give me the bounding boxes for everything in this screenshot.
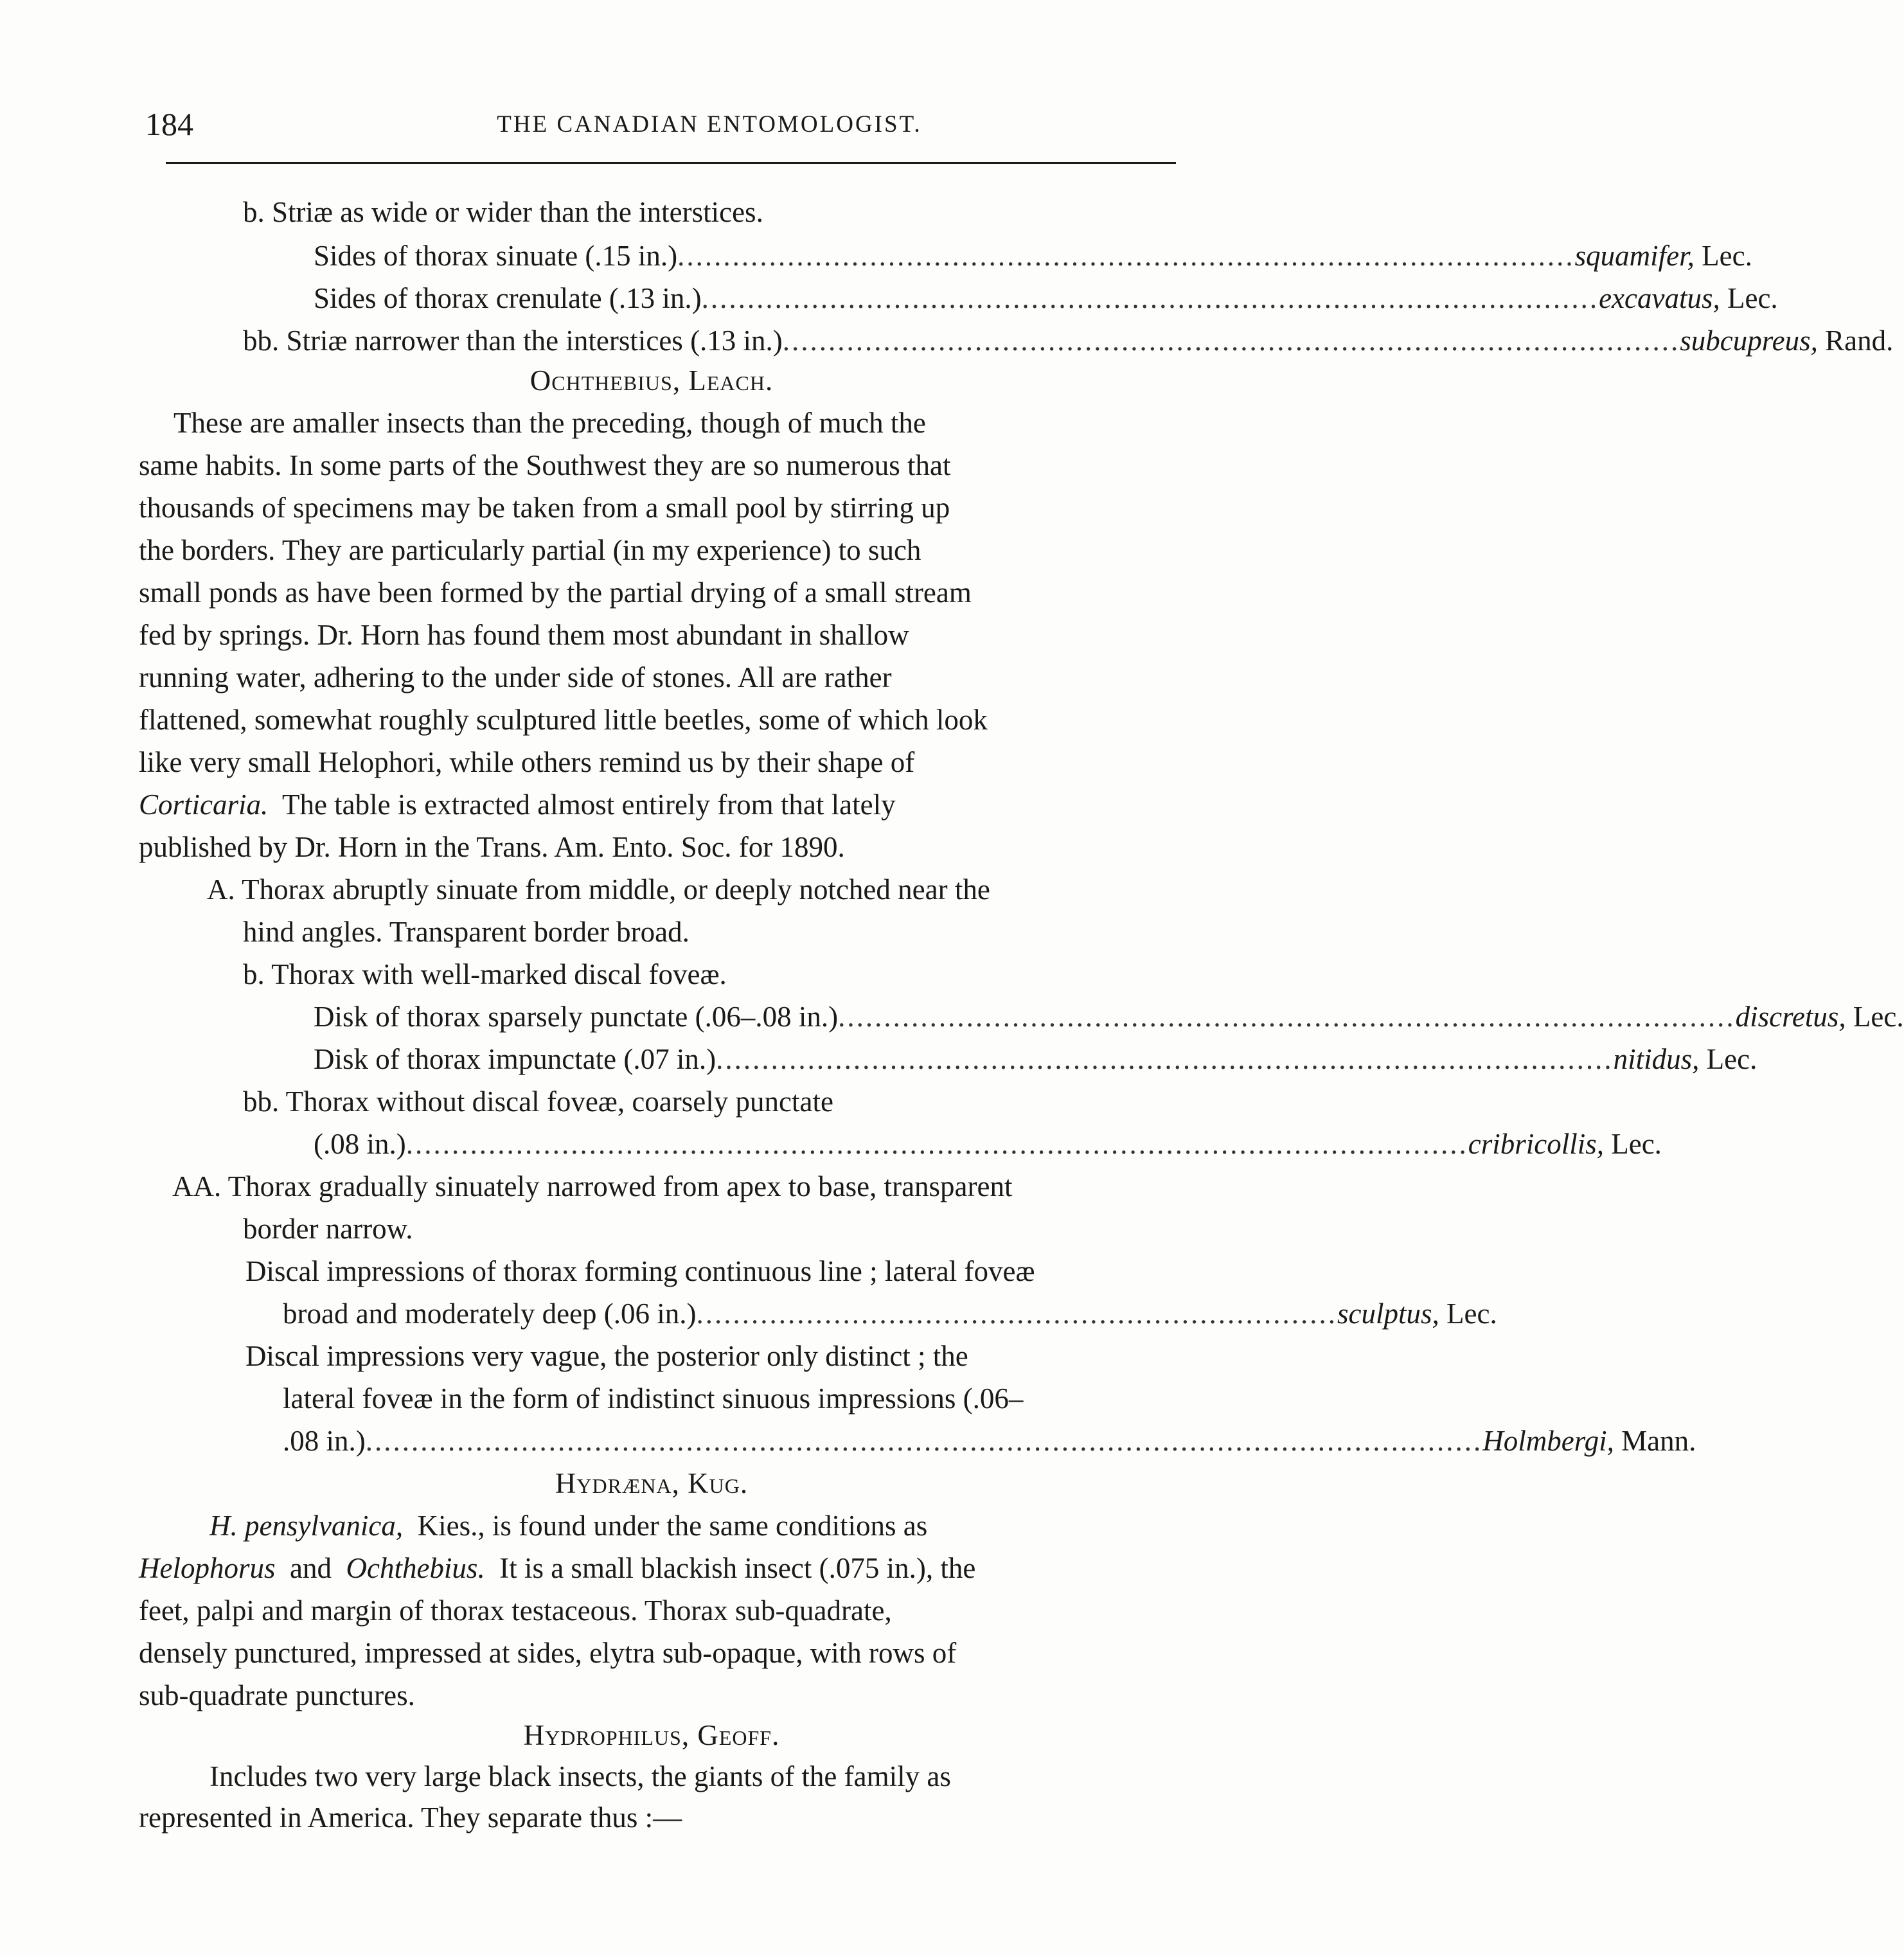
- page-number: 184: [145, 106, 193, 142]
- key-bb: bb. Thorax without discal foveæ, coarsely punctate: [243, 1085, 833, 1118]
- key-entry-excavatus: [314, 282, 1778, 314]
- running-head: THE CANADIAN ENTOMOLOGIST.: [497, 111, 922, 138]
- entry-text: (.08 in.): [314, 1128, 406, 1160]
- author: Lec.: [1611, 1128, 1662, 1160]
- para-line: running water, adhering to the under side of stones. All are rather: [139, 661, 892, 693]
- leader-dots: ..........................................................................................................................: [365, 1425, 1483, 1457]
- para-line: small ponds as have been formed by the partial drying of a small stream: [139, 576, 972, 609]
- leader-dots: ....................................................................................................................: [405, 1128, 1468, 1160]
- key-A: A. Thorax abruptly sinuate from middle, or deeply notched near the: [207, 873, 990, 906]
- species-name: cribricollis,: [1468, 1128, 1604, 1160]
- genus-italic: Corticaria.: [139, 789, 269, 821]
- species-name: subcupreus,: [1680, 325, 1818, 357]
- para-text: Kies., is found under the same conditions as: [417, 1510, 928, 1542]
- species-italic: H. pensylvanica,: [209, 1510, 404, 1542]
- author: Rand.: [1825, 325, 1894, 357]
- species-name: discretus,: [1735, 1001, 1846, 1033]
- key-AA: AA. Thorax gradually sinuately narrowed from apex to base, transparent: [172, 1170, 1013, 1202]
- key-entry-cribricollis: [314, 1128, 1662, 1160]
- author: Lec.: [1727, 282, 1778, 314]
- entry-text: bb. Striæ narrower than the interstices (.13 in.): [243, 325, 783, 357]
- leader-dots: ..................................................................................................: [782, 325, 1680, 357]
- genus-italic: Ochthebius.: [346, 1552, 485, 1584]
- para-line: same habits. In some parts of the Southwest they are so numerous that: [139, 449, 951, 481]
- header-rule: [166, 162, 1176, 164]
- entry-text: Sides of thorax crenulate (.13 in.): [314, 282, 702, 314]
- key-discal-2-cont: lateral foveæ in the form of indistinct sinuous impressions (.06–: [283, 1382, 1024, 1415]
- genus-heading-hydrophilus: Hydrophilus, Geoff.: [523, 1719, 780, 1751]
- para-line: the borders. They are particularly partial (in my experience) to such: [139, 534, 921, 566]
- entry-text: Sides of thorax sinuate (.15 in.): [314, 240, 678, 272]
- para-line: thousands of specimens may be taken from a small pool by stirring up: [139, 492, 950, 524]
- key-entry-squamifer: [314, 240, 1752, 272]
- species-name: sculptus,: [1337, 1298, 1439, 1330]
- key-AA-cont: border narrow.: [243, 1213, 413, 1245]
- para-text: The table is extracted almost entirely from that lately: [281, 789, 896, 821]
- leader-dots: ..................................................................................................: [838, 1001, 1736, 1033]
- key-entry-discretus: [314, 1001, 1904, 1033]
- para-line: densely punctured, impressed at sides, elytra sub-opaque, with rows of: [139, 1637, 957, 1669]
- key-entry-nitidus: [314, 1043, 1757, 1075]
- leader-dots: ..................................................................................................: [716, 1043, 1614, 1075]
- species-name: excavatus,: [1599, 282, 1720, 314]
- genus-heading-ochthebius: Ochthebius, Leach.: [529, 364, 774, 397]
- para-line: feet, palpi and margin of thorax testaceous. Thorax sub-quadrate,: [139, 1594, 892, 1627]
- author: Lec.: [1706, 1043, 1757, 1075]
- species-name: Holmbergi,: [1482, 1425, 1614, 1457]
- key-b: b. Thorax with well-marked discal foveæ.: [243, 958, 727, 990]
- leader-dots: ..................................................................................................: [701, 282, 1599, 314]
- key-discal-1: Discal impressions of thorax forming continuous line ; lateral foveæ: [245, 1255, 1035, 1287]
- species-name: squamifer,: [1574, 240, 1695, 272]
- key-A-cont: hind angles. Transparent border broad.: [243, 916, 690, 948]
- leader-dots: ..................................................................................................: [677, 240, 1575, 272]
- genus-heading-hydraena: Hydræna, Kug.: [555, 1467, 749, 1499]
- para-line: [139, 790, 896, 819]
- key-discal-2: Discal impressions very vague, the posterior only distinct ; the: [245, 1340, 968, 1372]
- key-entry-sculptus: [283, 1298, 1497, 1330]
- para-text: It is a small blackish insect (.075 in.), the: [499, 1552, 976, 1584]
- leader-dots: ......................................................................: [696, 1298, 1338, 1330]
- author: Lec.: [1853, 1001, 1904, 1033]
- para-text: and: [290, 1552, 332, 1584]
- para-line: sub-quadrate punctures.: [139, 1679, 415, 1711]
- author: Lec.: [1446, 1298, 1497, 1330]
- key-entry-holmbergi: [283, 1425, 1696, 1457]
- para-line: published by Dr. Horn in the Trans. Am. Ento. Soc. for 1890.: [139, 831, 845, 863]
- entry-text: .08 in.): [283, 1425, 366, 1457]
- para-line: [139, 1554, 975, 1583]
- entry-text: Disk of thorax sparsely punctate (.06–.08 in.): [314, 1001, 839, 1033]
- para-line: flattened, somewhat roughly sculptured little beetles, some of which look: [139, 704, 988, 736]
- para-line: fed by springs. Dr. Horn has found them most abundant in shallow: [139, 619, 909, 651]
- key-entry-subcupreus: [243, 325, 1894, 357]
- key-b-striae-wide: b. Striæ as wide or wider than the interstices.: [243, 196, 763, 228]
- para-line: These are amaller insects than the preceding, though of much the: [173, 407, 926, 439]
- entry-text: Disk of thorax impunctate (.07 in.): [314, 1043, 716, 1075]
- author: Lec.: [1702, 240, 1752, 272]
- para-line: like very small Helophori, while others remind us by their shape of: [139, 746, 915, 778]
- para-line: [209, 1512, 927, 1540]
- para-line: represented in America. They separate thus :—: [139, 1801, 682, 1834]
- para-line: Includes two very large black insects, the giants of the family as: [209, 1760, 951, 1792]
- species-name: nitidus,: [1613, 1043, 1700, 1075]
- author: Mann.: [1621, 1425, 1696, 1457]
- genus-italic: Helophorus: [139, 1552, 276, 1584]
- entry-text: broad and moderately deep (.06 in.): [283, 1298, 697, 1330]
